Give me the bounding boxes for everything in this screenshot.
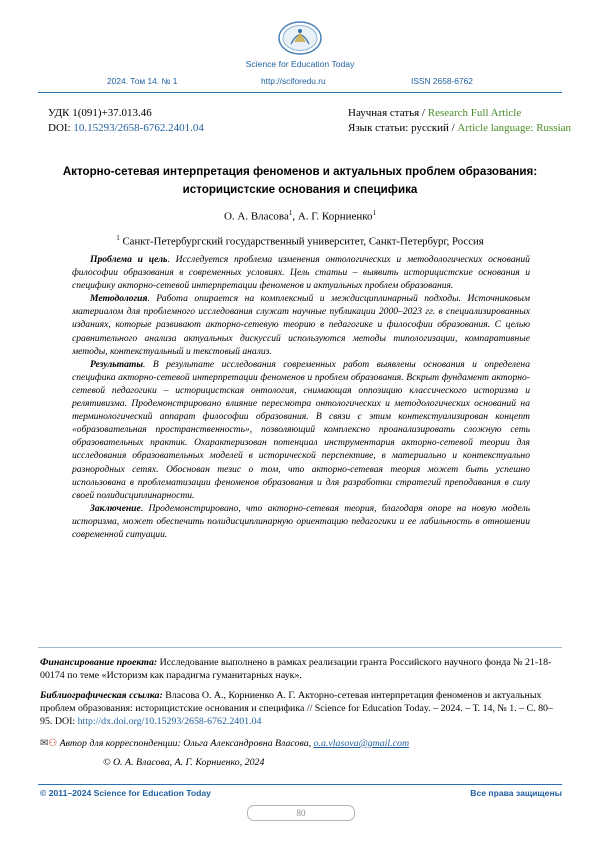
abstract-methodology-head: Методология bbox=[90, 293, 148, 305]
title-line-1: Акторно-сетевая интерпретация феноменов и актуальных проблем образования: bbox=[62, 165, 538, 178]
correspondence bbox=[40, 737, 562, 750]
abstract-conclusion bbox=[72, 502, 530, 541]
issue-label: 2024. Том 14. № 1 bbox=[107, 76, 178, 86]
abstract-problem-head: Проблема и цель bbox=[90, 254, 168, 265]
abstract-conclusion-text: . Продемонстрировано, что акторно-сетевая теория, благодаря опоре на новую модель историзма, может обеспечить полидисциплинарную ориентацию педагогики и ее лабильность в отношении современной ситуации. bbox=[72, 502, 530, 540]
abstract-results-head: Результаты bbox=[90, 358, 144, 370]
abstract-problem bbox=[72, 253, 530, 292]
article-title bbox=[0, 163, 600, 199]
doi-label: DOI: bbox=[48, 122, 74, 134]
journal-name: Science for Education Today bbox=[245, 59, 355, 69]
footer-rights: Все права защищены bbox=[470, 788, 562, 798]
article-type-ru: Научная статья / bbox=[348, 107, 428, 119]
doi-link[interactable]: 10.15293/2658-6762.2401.04 bbox=[73, 122, 204, 134]
funding-label: Финансирование проекта: bbox=[40, 657, 158, 668]
abstract bbox=[72, 253, 530, 541]
page-number: 80 bbox=[296, 808, 306, 818]
abstract-problem-text: . Исследуется проблема изменения онтологических и методологических оснований философии образования в современных условиях. Цель статьи – выявить историцистские основания и специфику акторно-сетевой интерпретации феноменов и актуальных проблем образования. bbox=[72, 254, 530, 292]
citation bbox=[40, 689, 562, 729]
page-number-box bbox=[247, 805, 355, 821]
abstract-methodology-text: . Работа опирается на комплексный и междисциплинарный подходы. Источниковым материалом для проблемного исследования служат научные публикации 2000–2023 гг. в специализированных изданиях, которые развивают акторно-сетевую теорию в педагогике и философии образования. С целью сравнительного анализа актуальных дискуссий используются методы типологизации, компаративные методы, контекстуальный и текстовый анализ. bbox=[72, 293, 530, 357]
corr-text: Автор для корреспонденции: Ольга Александровна Власова, bbox=[59, 738, 314, 749]
article-type bbox=[348, 107, 521, 119]
article-type-en: Research Full Article bbox=[427, 107, 522, 119]
person-icon: ⚇ bbox=[48, 738, 58, 749]
authors: О. А. Власова$^1$, А. Г. Корниенко$^1$ bbox=[223, 209, 377, 223]
copyright: © О. А. Власова, А. Г. Корниенко, 2024 bbox=[103, 757, 265, 768]
affiliation-line bbox=[0, 234, 600, 248]
header-rule bbox=[38, 92, 562, 93]
footer-copyright: © 2011–2024 Science for Education Today bbox=[40, 788, 211, 798]
funding bbox=[40, 656, 562, 682]
issn-label: ISSN 2658-6762 bbox=[411, 76, 473, 86]
abstract-methodology bbox=[72, 292, 530, 357]
udk: УДК 1(091)+37.013.46 bbox=[48, 107, 152, 119]
citation-label: Библиографическая ссылка: bbox=[40, 690, 163, 701]
abstract-results-text: . В результате исследования современных работ выявлены основания и определена специфика акторно-сетевой интерпретации феноменов и проблем образования. Вскрыт фундамент акторно-сетевой педагогики – историцистская онтология, снимающая оппозицию классического историзма и релятивизма. Продемонстрировано влияние пересмотра онтологических и методологических оснований на терминологический аппарат философии образования. В связи с этим контекстуализирован концепт «образовательная пространственность», позволяющий комплексно проанализировать сложную сеть образовательных практик. Охарактеризован потенциал инструментария акторно-сетевой теории для исследования образовательных моделей в исторической перспективе, в материально и контекстуально разнородных сетях. Обоснован тезис о том, что акторно-сетевая теория может быть успешно использована в проблематизации феноменов образования и для разработки стратегий преподавания в силу своей полидисциплинарности. bbox=[72, 358, 530, 501]
citation-text: Власова О. А., Корниенко А. Г. Акторно-сетевая интерпретация феноменов и актуальных проблем образования: историцистские основания и специфика // Science for Education Today. – 2024. – Т. 14, № 1. – С. 80–95. DOI: bbox=[40, 690, 553, 728]
article-language-en: Article language: Russian bbox=[457, 122, 572, 134]
funding-text: Исследование выполнено в рамках реализации гранта Российского научного фонда № 21-18-00174 по теме «Историзм как парадигма гуманитарных наук». bbox=[40, 657, 552, 682]
footer-rule bbox=[38, 784, 562, 785]
author-2-sup: 1 bbox=[372, 209, 377, 217]
mail-icon: ✉ bbox=[40, 738, 49, 749]
article-language bbox=[348, 122, 571, 134]
title-line-2: историцистские основания и специфика bbox=[182, 183, 418, 196]
author-1: О. А. Власова bbox=[223, 210, 289, 223]
article-language-ru: Язык статьи: русский / bbox=[348, 122, 458, 134]
abstract-results bbox=[72, 358, 530, 502]
corr-email-link[interactable]: o.a.vlasova@gmail.com bbox=[313, 738, 410, 749]
journal-url-link[interactable]: http://sciforedu.ru bbox=[261, 76, 326, 86]
journal-logo bbox=[277, 20, 323, 56]
info-rule bbox=[38, 647, 562, 648]
abstract-conclusion-head: Заключение bbox=[90, 502, 141, 514]
author-2: А. Г. Корниенко bbox=[297, 210, 373, 223]
author-1-sup: 1 bbox=[288, 209, 293, 217]
affiliation: Санкт-Петербургский государственный университет, Санкт-Петербург, Россия bbox=[122, 235, 484, 248]
doi-line bbox=[48, 122, 204, 134]
affiliation-sup: 1 bbox=[116, 234, 120, 242]
citation-doi-link[interactable]: http://dx.doi.org/10.15293/2658-6762.2401.04 bbox=[77, 716, 262, 728]
